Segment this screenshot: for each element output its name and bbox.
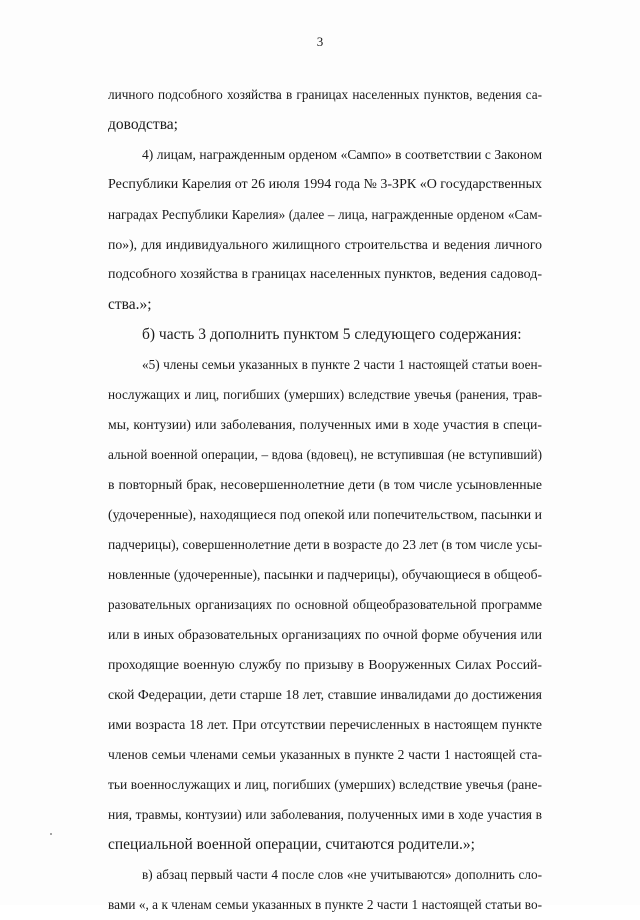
- text-line: падчерицы), совершеннолетние дети в возрасте до 23 лет (в том числе усы-: [108, 537, 543, 552]
- text-line: наградах Республики Карелия» (далее – лица, награжденные орденом «Сам-: [108, 207, 542, 222]
- text-line: ства.»;: [108, 296, 152, 313]
- text-line: б) часть 3 дополнить пунктом 5 следующего содержания:: [142, 326, 522, 343]
- text-line: ния, травмы, контузии) или заболевания, полученных ими в ходе участия в: [108, 807, 542, 822]
- text-line: в) абзац первый части 4 после слов «не учитываются» дополнить сло-: [142, 867, 542, 882]
- text-line: ской Федерации, дети старше 18 лет, ставшие инвалидами до достижения: [108, 687, 542, 702]
- scan-speck: [50, 833, 52, 835]
- text-line: разовательных организациях по основной общеобразовательной программе: [108, 597, 542, 612]
- text-line: тьи военнослужащих и лиц, погибших (умерших) вследствие увечья (ране-: [108, 777, 542, 792]
- text-line: личного подсобного хозяйства в границах населенных пунктов, ведения са-: [108, 87, 542, 102]
- text-line: членов семьи членами семьи указанных в пункте 2 части 1 настоящей ста-: [108, 747, 542, 762]
- text-line: доводства;: [108, 116, 178, 133]
- text-line: новленные (удочеренные), пасынки и падчерицы), обучающиеся в общеоб-: [108, 567, 542, 582]
- text-line: по»), для индивидуального жилищного строительства и ведения личного: [108, 237, 542, 252]
- text-line: мы, контузии) или заболевания, полученных ими в ходе участия в специ-: [108, 417, 542, 432]
- document-body: [108, 80, 542, 920]
- text-line: проходящие военную службу по призыву в Вооруженных Силах Россий-: [108, 657, 542, 672]
- text-line: или в иных образовательных организациях по очной форме обучения или: [108, 627, 542, 642]
- text-line: 4) лицам, награжденным орденом «Сампо» в соответствии с Законом: [142, 147, 542, 162]
- text-line: вами «, а к членам семьи указанных в пункте 2 части 1 настоящей статьи во-: [108, 897, 542, 912]
- text-line: (удочеренные), находящиеся под опекой или попечительством, пасынки и: [108, 507, 542, 522]
- text-line: «5) члены семьи указанных в пункте 2 части 1 настоящей статьи воен-: [142, 357, 542, 372]
- text-line: подсобного хозяйства в границах населенных пунктов, ведения садовод-: [108, 267, 542, 282]
- text-line: ими возраста 18 лет. При отсутствии перечисленных в настоящем пункте: [108, 717, 542, 732]
- text-line: нослужащих и лиц, погибших (умерших) вследствие увечья (ранения, трав-: [108, 387, 542, 402]
- text-line: альной военной операции, – вдова (вдовец), не вступившая (не вступивший): [108, 447, 542, 462]
- page-number: 3: [316, 34, 324, 49]
- text-line: специальной военной операции, считаются родители.»;: [108, 836, 475, 853]
- text-line: в повторный брак, несовершеннолетние дети (в том числе усыновленные: [108, 477, 542, 492]
- text-line: Республики Карелия от 26 июля 1994 года № 3-ЗРК «О государственных: [108, 177, 542, 192]
